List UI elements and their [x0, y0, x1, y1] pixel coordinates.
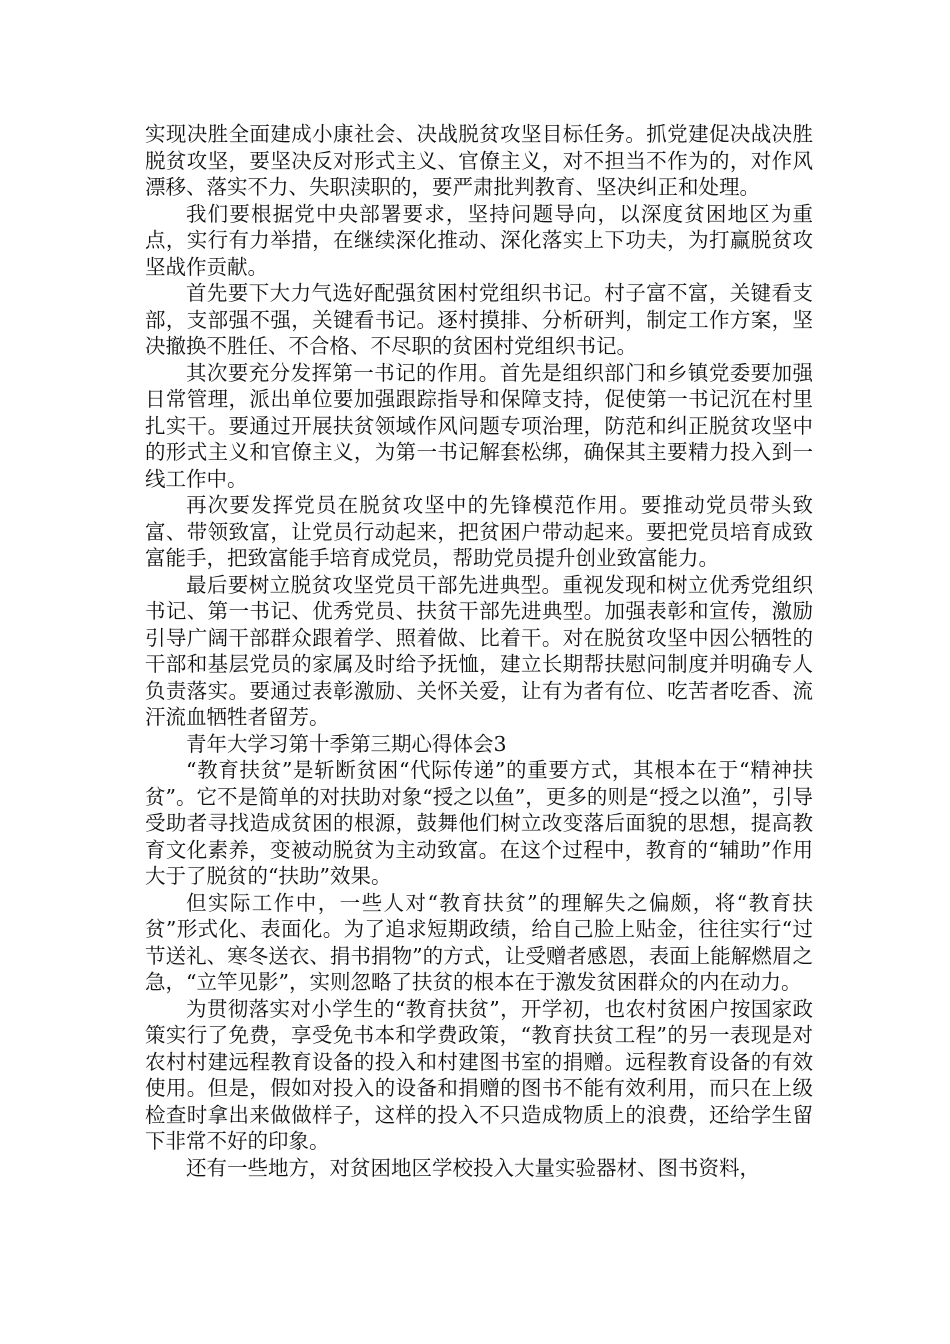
paragraph-4: 其次要充分发挥第一书记的作用。首先是组织部门和乡镇党委要加强日常管理，派出单位要加强跟踪指导和保障支持，促使第一书记沉在村里扎实干。要通过开展扶贫领域作风问题专项治理，防范和纠正脱贫攻坚中的形式主义和官僚主义，为第一书记解套松绑，确保其主要精力投入到一线工作中。 — [145, 360, 813, 491]
section-paragraph-3: 为贯彻落实对小学生的“教育扶贫”，开学初，也农村贫困户按国家政策实行了免费，享受免书本和学费政策，“教育扶贫工程”的另一表现是对农村村建远程教育设备的投入和村建图书室的捐赠。远程教育设备的有效使用。但是，假如对投入的设备和捐赠的图书不能有效利用，而只在上级检查时拿出来做做样子，这样的投入不只造成物质上的浪费，还给学生留下非常不好的印象。 — [145, 996, 813, 1153]
section-paragraph-1: “教育扶贫”是斩断贫困“代际传递”的重要方式，其根本在于“精神扶贫”。它不是简单的对扶助对象“授之以鱼”，更多的则是“授之以渔”，引导受助者寻找造成贫困的根源，鼓舞他们树立改变落后面貌的思想，提高教育文化素养，变被动脱贫为主动致富。在这个过程中，教育的“辅助”作用大于了脱贫的“扶助”效果。 — [145, 758, 813, 888]
paragraph-5: 再次要发挥党员在脱贫攻坚中的先锋模范作用。要推动党员带头致富、带领致富，让党员行动起来，把贫困户带动起来。要把党员培育成致富能手，把致富能手培育成党员，帮助党员提升创业致富能力。 — [145, 493, 813, 570]
section-title: 青年大学习第十季第三期心得体会3 — [186, 731, 507, 756]
section-paragraph-4: 还有一些地方，对贫困地区学校投入大量实验器材、图书资料， — [186, 1155, 760, 1180]
document-page — [145, 121, 813, 1181]
paragraph-6: 最后要树立脱贫攻坚党员干部先进典型。重视发现和树立优秀党组织书记、第一书记、优秀党员、扶贫干部先进典型。加强表彰和宣传，激励引导广阔干部群众跟着学、照着做、比着干。对在脱贫攻坚中因公牺牲的干部和基层党员的家属及时给予抚恤，建立长期帮扶慰问制度并明确专人负责落实。要通过表彰激励、关怀关爱，让有为者有位、吃苦者吃香、流汗流血牺牲者留芳。 — [145, 572, 813, 729]
paragraph-2: 我们要根据党中央部署要求，坚持问题导向，以深度贫困地区为重点，实行有力举措，在继续深化推动、深化落实上下功夫，为打赢脱贫攻坚战作贡献。 — [145, 201, 813, 279]
section-paragraph-2: 但实际工作中，一些人对“教育扶贫”的理解失之偏颇，将“教育扶贫”形式化、表面化。为了追求短期政绩，给自己脸上贴金，往往实行“过节送礼、寒冬送衣、捐书捐物”的方式，让受赠者感恩，表面上能解燃眉之急，“立竿见影”，实则忽略了扶贫的根本在于激发贫困群众的内在动力。 — [145, 890, 813, 994]
paragraph-3: 首先要下大力气选好配强贫困村党组织书记。村子富不富，关键看支部，支部强不强，关键看书记。逐村摸排、分析研判，制定工作方案，坚决撤换不胜任、不合格、不尽职的贫困村党组织书记。 — [145, 281, 813, 358]
paragraph-1: 实现决胜全面建成小康社会、决战脱贫攻坚目标任务。抓党建促决战决胜脱贫攻坚，要坚决反对形式主义、官僚主义，对不担当不作为的，对作风漂移、落实不力、失职渎职的，要严肃批判教育、坚决纠正和处理。 — [145, 122, 813, 199]
